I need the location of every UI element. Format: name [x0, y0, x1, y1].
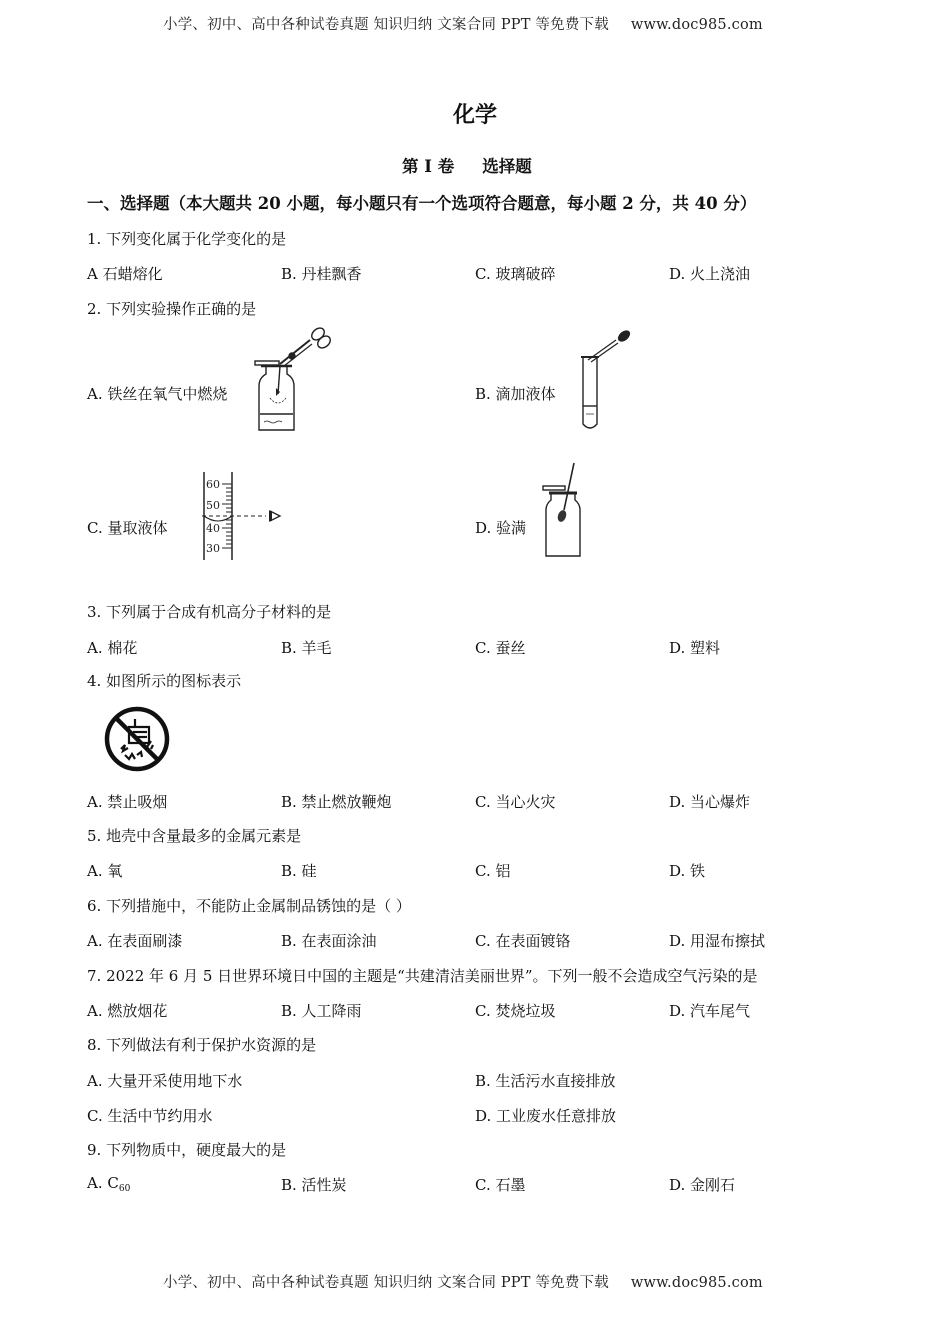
- q4-option-a[interactable]: A. 禁止吸烟: [87, 793, 168, 811]
- question-5-stem: 5. 地壳中含量最多的金属元素是: [87, 827, 302, 845]
- footer-banner-text: 小学、初中、高中各种试卷真题 知识归纳 文案合同 PPT 等免费下载: [163, 1275, 609, 1291]
- q7-option-a[interactable]: A. 燃放烟花: [87, 1002, 168, 1020]
- q1-option-b[interactable]: B. 丹桂飘香: [281, 265, 362, 283]
- q3-option-a[interactable]: A. 棉花: [87, 639, 138, 657]
- footer-banner-url[interactable]: www.doc985.com: [630, 1275, 763, 1291]
- q9-option-a-label: A. C: [87, 1174, 119, 1192]
- question-4-stem: 4. 如图所示的图标表示: [87, 672, 242, 690]
- q7-option-c[interactable]: C. 焚烧垃圾: [475, 1002, 556, 1020]
- cylinder-tick-50: 50: [206, 499, 220, 512]
- q6-option-c[interactable]: C. 在表面镀铬: [475, 932, 571, 950]
- volume-name: 选择题: [482, 157, 532, 176]
- question-3-stem: 3. 下列属于合成有机高分子材料的是: [87, 603, 332, 621]
- question-1-stem: 1. 下列变化属于化学变化的是: [87, 230, 287, 248]
- q7-option-b[interactable]: B. 人工降雨: [281, 1002, 362, 1020]
- q8-option-d[interactable]: D. 工业废水任意排放: [475, 1107, 617, 1125]
- question-8-stem: 8. 下列做法有利于保护水资源的是: [87, 1036, 317, 1054]
- cylinder-tick-30: 30: [206, 542, 220, 555]
- q6-option-a[interactable]: A. 在表面刷漆: [87, 932, 183, 950]
- no-firecrackers-sign-icon: [103, 705, 171, 773]
- q2-option-d[interactable]: D. 验满: [475, 519, 527, 537]
- dropper-test-tube-figure: [578, 330, 638, 434]
- q9-option-a[interactable]: [87, 1174, 130, 1194]
- q3-option-c[interactable]: C. 蚕丝: [475, 639, 526, 657]
- q8-option-c[interactable]: C. 生活中节约用水: [87, 1107, 213, 1125]
- q2-option-c[interactable]: C. 量取液体: [87, 519, 168, 537]
- question-7-stem: 7. 2022 年 6 月 5 日世界环境日中国的主题是“共建清洁美丽世界”。下列一般不会造成空气污染的是: [87, 967, 758, 985]
- graduated-cylinder-figure: [196, 470, 296, 562]
- q5-option-b[interactable]: B. 硅: [281, 862, 317, 880]
- q6-option-d[interactable]: D. 用湿布擦拭: [669, 932, 766, 950]
- q5-option-c[interactable]: C. 铝: [475, 862, 511, 880]
- q1-option-a[interactable]: A 石蜡熔化: [87, 265, 163, 283]
- q9-option-c[interactable]: C. 石墨: [475, 1176, 526, 1194]
- page-title: 化学: [452, 102, 497, 128]
- q2-option-b[interactable]: B. 滴加液体: [475, 385, 556, 403]
- q4-option-c[interactable]: C. 当心火灾: [475, 793, 556, 811]
- q4-option-b[interactable]: B. 禁止燃放鞭炮: [281, 793, 392, 811]
- q1-option-c[interactable]: C. 玻璃破碎: [475, 265, 556, 283]
- footer-banner: [163, 1271, 763, 1292]
- q1-option-d[interactable]: D. 火上浇油: [669, 265, 751, 283]
- header-banner: [163, 13, 763, 34]
- volume-label: 第 I 卷: [402, 157, 455, 176]
- q5-option-a[interactable]: A. 氧: [87, 862, 123, 880]
- q5-option-d[interactable]: D. 铁: [669, 862, 706, 880]
- cylinder-tick-60: 60: [206, 478, 220, 491]
- q3-option-d[interactable]: D. 塑料: [669, 639, 721, 657]
- header-banner-url[interactable]: www.doc985.com: [630, 17, 763, 33]
- section-heading: 一、选择题（本大题共 20 小题，每小题只有一个选项符合题意，每小题 2 分，共 40 分）: [87, 194, 757, 213]
- q6-option-b[interactable]: B. 在表面涂油: [281, 932, 377, 950]
- q8-option-b[interactable]: B. 生活污水直接排放: [475, 1072, 616, 1090]
- q7-option-d[interactable]: D. 汽车尾气: [669, 1002, 751, 1020]
- q8-option-a[interactable]: A. 大量开采使用地下水: [87, 1072, 243, 1090]
- q9-option-a-subscript: 60: [118, 1184, 131, 1194]
- q9-option-d[interactable]: D. 金刚石: [669, 1176, 736, 1194]
- q4-option-d[interactable]: D. 当心爆炸: [669, 793, 751, 811]
- gas-jar-verification-figure: [540, 460, 590, 560]
- q9-option-b[interactable]: B. 活性炭: [281, 1176, 347, 1194]
- question-9-stem: 9. 下列物质中，硬度最大的是: [87, 1141, 287, 1159]
- iron-wire-burning-figure: [252, 326, 332, 434]
- volume-heading: [402, 153, 532, 177]
- header-banner-text: 小学、初中、高中各种试卷真题 知识归纳 文案合同 PPT 等免费下载: [163, 17, 609, 33]
- q2-option-a[interactable]: A. 铁丝在氧气中燃烧: [87, 385, 228, 403]
- question-6-stem: 6. 下列措施中，不能防止金属制品锈蚀的是（ ）: [87, 897, 411, 915]
- q3-option-b[interactable]: B. 羊毛: [281, 639, 332, 657]
- cylinder-tick-40: 40: [206, 522, 220, 535]
- question-2-stem: 2. 下列实验操作正确的是: [87, 300, 257, 318]
